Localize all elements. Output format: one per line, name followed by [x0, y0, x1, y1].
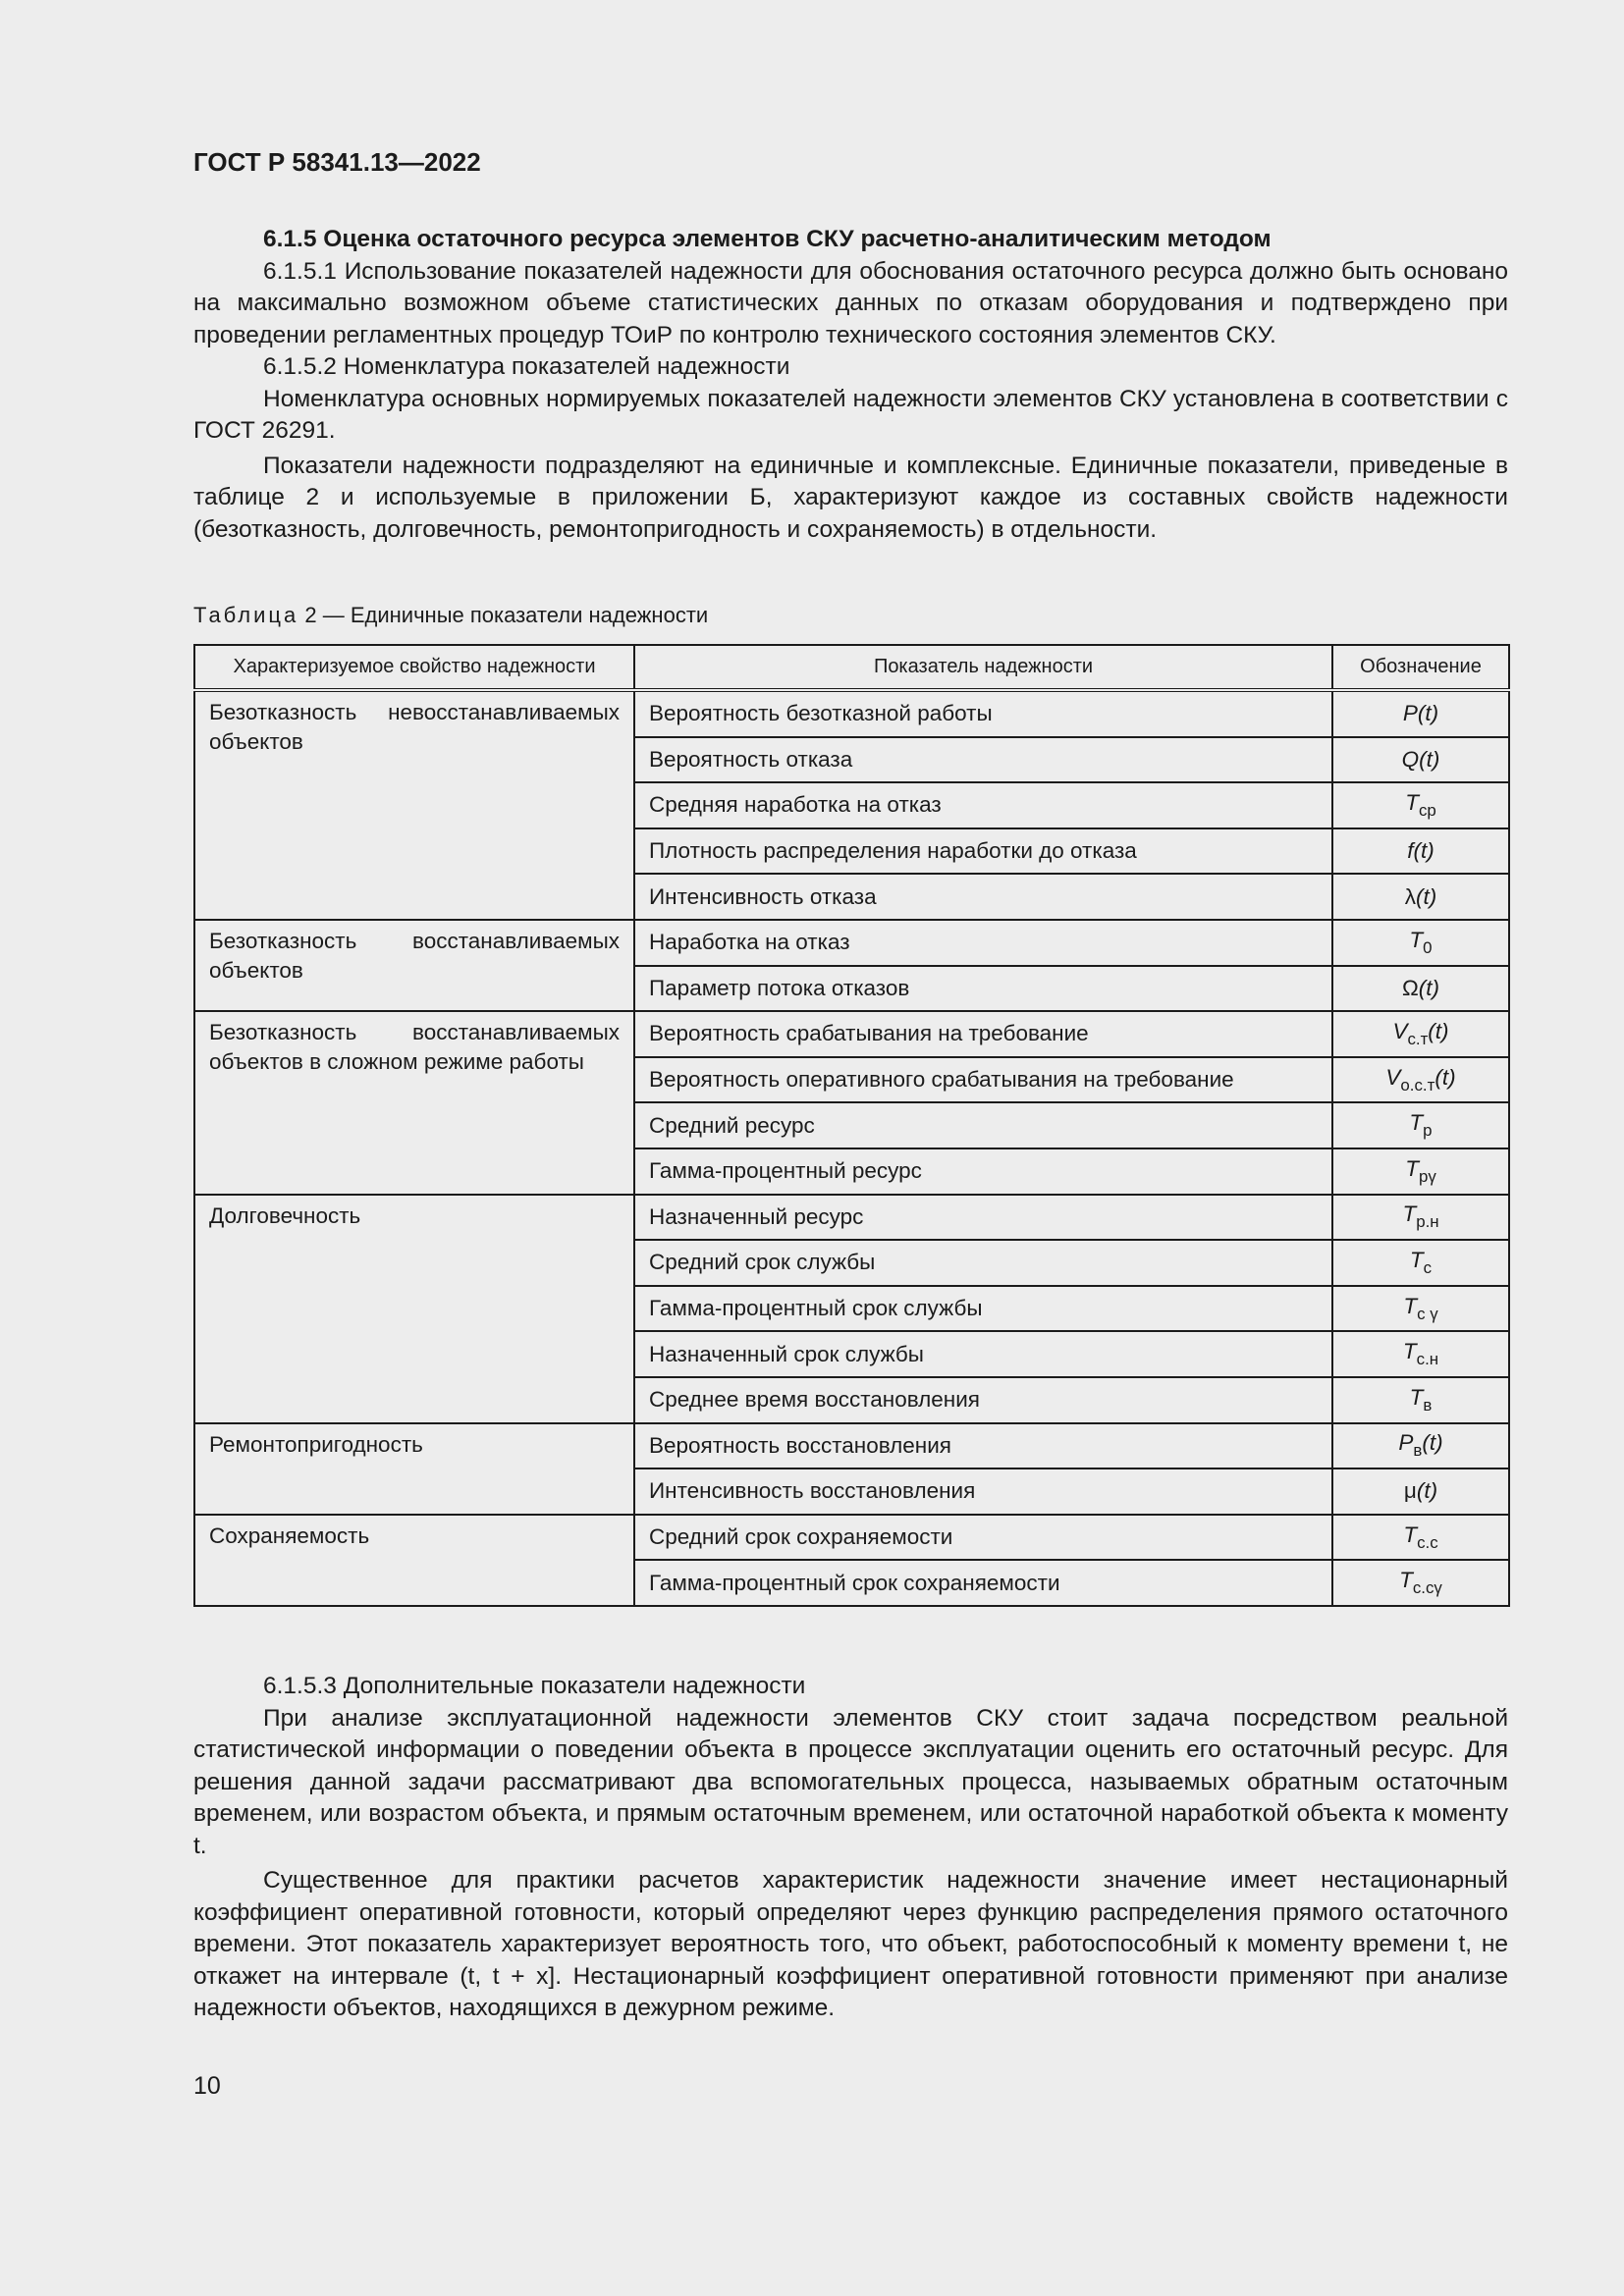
symbol-main: T [1409, 1384, 1424, 1410]
symbol-main: P [1398, 1430, 1414, 1456]
symbol-cell [1332, 1011, 1509, 1057]
symbol-main: T [1402, 1201, 1417, 1227]
symbol-main: T [1405, 1155, 1419, 1181]
symbol-cell [1332, 1148, 1509, 1195]
symbol-cell [1332, 1377, 1509, 1423]
property-cell: Ремонтопригодность [194, 1423, 634, 1515]
symbol-main: P [1402, 701, 1418, 726]
symbol-cell [1332, 1515, 1509, 1561]
table-body [194, 690, 1509, 1606]
indicator-cell: Вероятность безотказной работы [634, 690, 1332, 737]
indicator-cell: Средний ресурс [634, 1102, 1332, 1148]
symbol-cell [1332, 1468, 1509, 1515]
paragraph: 6.1.5.1 Использование показателей надежности для обоснования остаточного ресурса должно быть основано на максимально возможном объеме статистических данных по отказам оборудования и подтверждено при проведении регламентных процедур ТОиР по контролю технического состояния элементов СКУ. [193, 257, 1508, 348]
symbol-cell [1332, 1286, 1509, 1332]
symbol-main: T [1409, 927, 1424, 952]
symbol-cell [1332, 920, 1509, 966]
symbol-argument: (t) [1419, 746, 1440, 772]
symbol-argument: (t) [1428, 1019, 1449, 1043]
symbol-main: Ω [1401, 975, 1419, 1000]
indicator-cell: Параметр потока отказов [634, 966, 1332, 1012]
indicator-cell: Вероятность восстановления [634, 1423, 1332, 1469]
indicator-cell: Назначенный ресурс [634, 1195, 1332, 1241]
symbol-argument: (t) [1413, 838, 1435, 864]
symbol-subscript: о.с.т [1400, 1075, 1435, 1095]
symbol-cell [1332, 782, 1509, 828]
symbol-subscript: с γ [1417, 1304, 1438, 1323]
indicator-cell: Гамма-процентный срок сохраняемости [634, 1560, 1332, 1606]
symbol-subscript: с.сγ [1412, 1578, 1442, 1598]
symbol-main: T [1409, 1247, 1424, 1272]
symbol-main: V [1385, 1064, 1401, 1090]
symbol-main: f [1407, 838, 1414, 864]
symbol-subscript: 0 [1423, 937, 1433, 957]
section-text-top [193, 224, 1508, 546]
symbol-argument: (t) [1416, 883, 1437, 909]
property-cell: Долговечность [194, 1195, 634, 1423]
symbol-main: T [1405, 790, 1419, 816]
property-cell: Сохраняемость [194, 1515, 634, 1606]
table-caption [193, 603, 708, 628]
table-row [194, 920, 1509, 966]
header-property: Характеризуемое свойство надежности [194, 645, 634, 690]
symbol-argument: (t) [1418, 975, 1440, 1000]
symbol-argument: (t) [1422, 1430, 1443, 1456]
indicator-cell: Средний срок сохраняемости [634, 1515, 1332, 1561]
paragraph: Показатели надежности подразделяют на единичные и комплексные. Единичные показатели, приведеные в таблице 2 и используемые в приложении Б, характеризуют каждое из составных свойств надежности (безотказность, долговечность, ремонтопригодность и сохраняемость) в отдельности. [193, 452, 1508, 543]
symbol-cell [1332, 1195, 1509, 1241]
symbol-main: μ [1403, 1478, 1417, 1504]
reliability-table [193, 644, 1510, 1607]
symbol-main: T [1403, 1522, 1418, 1547]
symbol-subscript: р.н [1416, 1212, 1439, 1232]
page-number: 10 [193, 2072, 221, 2100]
property-cell: Безотказность восстанавливаемых объектов [194, 920, 634, 1011]
symbol-subscript: ср [1418, 800, 1436, 820]
symbol-cell [1332, 1240, 1509, 1286]
symbol-cell [1332, 1102, 1509, 1148]
symbol-subscript: с [1423, 1257, 1433, 1277]
indicator-cell: Плотность распределения наработки до отказа [634, 828, 1332, 875]
symbol-argument: (t) [1416, 1478, 1438, 1504]
table-caption-title: 2 — Единичные показатели надежности [298, 603, 709, 627]
paragraph: 6.1.5.3 Дополнительные показатели надежности [263, 1673, 806, 1699]
symbol-cell [1332, 874, 1509, 920]
symbol-cell [1332, 1423, 1509, 1469]
table-row [194, 690, 1509, 737]
symbol-cell [1332, 1057, 1509, 1103]
header-symbol: Обозначение [1332, 645, 1509, 690]
table-row [194, 1423, 1509, 1469]
paragraph: Существенное для практики расчетов характеристик надежности значение имеет нестационарный коэффициент оперативной готовности, который определяют через функцию распределения прямого остаточного времени. Этот показатель характеризует вероятность того, что объект, работоспособный к моменту времени t, не откажет на интервале (t, t + x]. Нестационарный коэффициент оперативной готовности применяют при анализе надежности объектов, находящихся в дежурном режиме. [193, 1867, 1508, 2021]
indicator-cell: Гамма-процентный срок службы [634, 1286, 1332, 1332]
symbol-cell [1332, 828, 1509, 875]
indicator-cell: Интенсивность отказа [634, 874, 1332, 920]
symbol-main: Q [1401, 746, 1420, 772]
symbol-subscript: в [1413, 1441, 1423, 1461]
symbol-argument: (t) [1435, 1064, 1456, 1090]
indicator-cell: Средняя наработка на отказ [634, 782, 1332, 828]
symbol-cell [1332, 1331, 1509, 1377]
paragraph: 6.1.5.2 Номенклатура показателей надежности [263, 353, 790, 380]
table-caption-prefix: Таблица [193, 603, 299, 627]
symbol-cell [1332, 737, 1509, 783]
indicator-cell: Наработка на отказ [634, 920, 1332, 966]
symbol-main: T [1399, 1568, 1413, 1593]
symbol-cell [1332, 966, 1509, 1012]
symbol-main: T [1402, 1339, 1417, 1364]
property-cell: Безотказность невосстанавливаемых объектов [194, 690, 634, 920]
symbol-subscript: с.н [1416, 1350, 1439, 1369]
symbol-cell [1332, 1560, 1509, 1606]
paragraph: При анализе эксплуатационной надежности элементов СКУ стоит задача посредством реальной статистической информации о поведении объекта в процессе эксплуатации оценить его остаточный ресурс. Для решения данной задачи рассматривают два вспомогательных процесса, называемых обратным остаточным временем, или возрастом объекта, и прямым остаточным временем, или остаточной наработкой объекта к моменту t. [193, 1704, 1508, 1859]
symbol-main: V [1392, 1019, 1408, 1043]
indicator-cell: Вероятность оперативного срабатывания на требование [634, 1057, 1332, 1103]
table-row [194, 1195, 1509, 1241]
symbol-argument: (t) [1417, 701, 1439, 726]
table-row [194, 1515, 1509, 1561]
symbol-subscript: с.т [1407, 1029, 1429, 1048]
section-text-bottom [193, 1671, 1508, 2025]
indicator-cell: Вероятность срабатывания на требование [634, 1011, 1332, 1057]
symbol-main: T [1409, 1110, 1424, 1136]
symbol-main: T [1403, 1293, 1418, 1318]
indicator-cell: Средний срок службы [634, 1240, 1332, 1286]
property-cell: Безотказность восстанавливаемых объектов в сложном режиме работы [194, 1011, 634, 1194]
symbol-subscript: в [1423, 1395, 1433, 1415]
indicator-cell: Гамма-процентный ресурс [634, 1148, 1332, 1195]
header-indicator: Показатель надежности [634, 645, 1332, 690]
paragraph: Номенклатура основных нормируемых показателей надежности элементов СКУ установлена в соответствии с ГОСТ 26291. [193, 385, 1508, 444]
table-header-row [194, 645, 1509, 690]
indicator-cell: Назначенный срок службы [634, 1331, 1332, 1377]
standard-header: ГОСТ Р 58341.13—2022 [193, 147, 481, 177]
indicator-cell: Среднее время восстановления [634, 1377, 1332, 1423]
table-row [194, 1011, 1509, 1057]
paragraph: 6.1.5 Оценка остаточного ресурса элементов СКУ расчетно-аналитическим методом [263, 226, 1272, 252]
symbol-cell [1332, 690, 1509, 737]
symbol-subscript: с.с [1417, 1532, 1438, 1552]
symbol-subscript: рγ [1418, 1166, 1436, 1186]
symbol-main: λ [1404, 883, 1416, 909]
indicator-cell: Вероятность отказа [634, 737, 1332, 783]
symbol-subscript: р [1423, 1121, 1433, 1141]
indicator-cell: Интенсивность восстановления [634, 1468, 1332, 1515]
